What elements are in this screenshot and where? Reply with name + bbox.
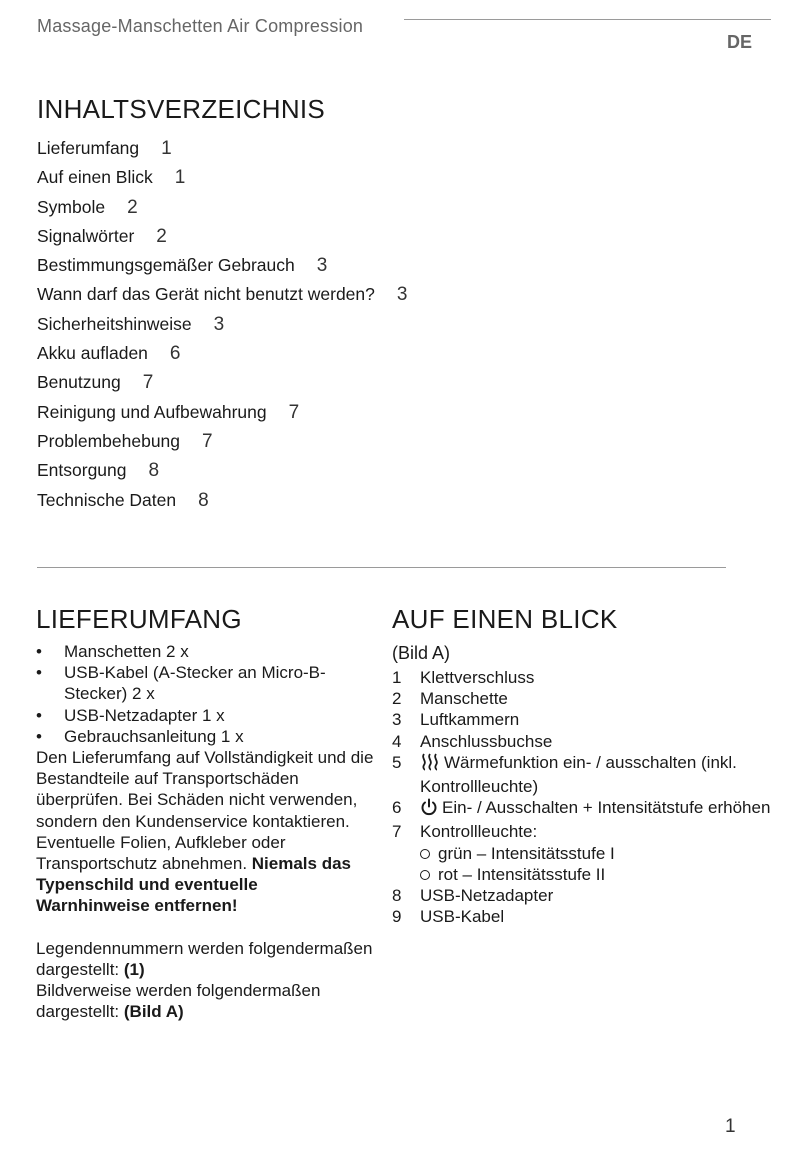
toc-entry[interactable]	[37, 400, 407, 429]
toc-entry-label: Benutzung	[37, 372, 121, 393]
auf-einen-blick-heading: AUF EINEN BLICK	[392, 604, 618, 634]
legend-item	[392, 731, 772, 752]
toc-entry[interactable]	[37, 341, 407, 370]
toc-entry-page: 1	[174, 167, 186, 189]
language-code: DE	[727, 32, 753, 52]
toc-entry-label: Signalwörter	[37, 225, 135, 246]
toc-entry[interactable]	[37, 253, 407, 282]
legend-number: 5	[392, 752, 402, 772]
list-item	[36, 705, 376, 726]
legend-text: Luftkammern	[420, 710, 520, 730]
legend-text: Manschette	[420, 689, 508, 709]
inspection-paragraph: Den Lieferumfang auf Vollständigkeit und die Bestandteile auf Transportschäden überprüfen. Bei Schäden nicht verwenden, sondern den Kundenservice kontaktieren.	[36, 748, 374, 831]
list-item	[36, 662, 376, 704]
legend-text: Anschlussbuchse	[420, 731, 553, 751]
bullet-icon: •	[36, 726, 42, 746]
legend-list	[392, 667, 772, 927]
legend-number: 9	[392, 907, 402, 927]
list-item-text: Manschetten 2 x	[64, 642, 189, 661]
legend-number: 4	[392, 731, 402, 751]
auf-einen-blick-section	[392, 603, 772, 927]
legend-item	[392, 797, 772, 821]
legend-number-text: Legendennummern werden folgendermaßen dargestellt:	[36, 938, 373, 979]
toc-entry-page: 8	[198, 489, 209, 511]
legend-text: USB-Netzadapter	[420, 886, 554, 906]
packaging-paragraph	[36, 832, 376, 917]
figure-reference-paragraph	[36, 980, 376, 1022]
toc-entry[interactable]	[37, 282, 407, 311]
legend-number: 2	[392, 689, 402, 709]
indicator-state	[420, 864, 772, 885]
toc-entry-page: 8	[148, 460, 160, 482]
toc-entry-label: Wann darf das Gerät nicht benutzt werden?	[37, 284, 375, 305]
toc-heading: INHALTSVERZEICHNIS	[37, 94, 326, 124]
legend-item	[392, 885, 772, 906]
legend-number: 8	[392, 886, 402, 906]
toc-entry[interactable]	[37, 224, 407, 253]
toc-entry-label: Bestimmungsgemäßer Gebrauch	[37, 255, 295, 276]
legend-text: Wärmefunktion ein- / ausschalten (inkl. Kontrollleuchte)	[420, 752, 737, 797]
indicator-state	[420, 843, 772, 864]
legend-item	[392, 752, 772, 797]
bullet-icon: •	[36, 705, 42, 725]
power-icon	[420, 798, 438, 821]
toc-entry-page: 6	[169, 343, 181, 365]
toc-entry-label: Entsorgung	[37, 460, 127, 481]
toc-entry-page: 7	[202, 430, 213, 452]
toc-entry-page: 2	[156, 225, 167, 247]
bullet-icon: •	[36, 663, 42, 683]
toc-entry[interactable]	[37, 370, 407, 399]
toc-entry-page: 3	[213, 313, 225, 335]
legend-number-paragraph	[36, 938, 376, 980]
toc-entry[interactable]	[37, 429, 407, 458]
lieferumfang-list	[36, 641, 376, 747]
warning-text: Niemals das Typenschild und eventuelle Warnhinweise entfernen!	[36, 854, 351, 916]
indicator-state-text: rot – Intensitätsstufe II	[438, 864, 606, 884]
legend-text: Kontrollleuchte:	[420, 822, 538, 842]
legend-item	[392, 906, 772, 927]
toc-entry-page: 7	[288, 401, 300, 423]
toc-entry-page: 3	[396, 284, 408, 306]
indicator-state-text: grün – Intensitätsstufe I	[438, 843, 615, 863]
list-item-text: USB-Netzadapter 1 x	[64, 705, 225, 725]
toc-entry[interactable]	[37, 458, 407, 487]
toc-entry-label: Symbole	[37, 196, 106, 217]
toc-entry-label: Auf einen Blick	[37, 167, 153, 188]
list-item	[36, 726, 376, 747]
legend-number: 6	[392, 798, 402, 818]
legend-number-example: (1)	[123, 959, 145, 979]
toc-entry-page: 3	[316, 255, 328, 277]
section-divider	[37, 567, 726, 568]
toc-entry[interactable]	[37, 488, 407, 517]
toc-entry[interactable]	[37, 136, 407, 165]
list-item	[36, 641, 376, 662]
page-number: 1	[725, 1116, 736, 1137]
toc-entry-label: Problembehebung	[37, 430, 181, 451]
legend-number: 1	[392, 668, 402, 687]
document-title: Massage-Manschetten Air Compression	[37, 16, 364, 36]
table-of-contents	[37, 136, 407, 517]
toc-entry-page: 7	[142, 372, 154, 394]
circle-icon	[420, 849, 430, 859]
legend-text: USB-Kabel	[420, 907, 505, 927]
legend-item	[392, 821, 772, 885]
legend-item	[392, 688, 772, 709]
legend-number: 7	[392, 822, 402, 842]
toc-entry-label: Akku aufladen	[37, 343, 148, 364]
toc-entry-label: Sicherheitshinweise	[37, 313, 192, 334]
toc-entry-label: Lieferumfang	[37, 138, 140, 158]
toc-entry[interactable]	[37, 195, 407, 224]
figure-reference-text: Bildverweise werden folgendermaßen dargestellt:	[36, 981, 321, 1022]
legend-text: Klettverschluss	[420, 668, 535, 687]
toc-entry[interactable]	[37, 165, 407, 194]
toc-entry-page: 2	[127, 196, 138, 218]
list-item-text: Gebrauchsanleitung 1 x	[64, 726, 244, 746]
legend-number: 3	[392, 710, 402, 730]
toc-entry-label: Reinigung und Aufbewahrung	[37, 401, 267, 422]
figure-reference-example: (Bild A)	[123, 1002, 184, 1022]
header-rule	[404, 19, 771, 20]
list-item-text: USB-Kabel (A-Stecker an Micro-B-Stecker) 2 x	[64, 663, 326, 704]
figure-reference: (Bild A)	[392, 643, 451, 663]
legend-text: Ein- / Ausschalten + Intensitätstufe erhöhen	[442, 798, 771, 818]
heat-icon	[420, 753, 440, 776]
lieferumfang-heading: LIEFERUMFANG	[36, 604, 242, 634]
circle-icon	[420, 870, 430, 880]
toc-entry[interactable]	[37, 312, 407, 341]
legend-item	[392, 667, 772, 688]
bullet-icon: •	[36, 642, 42, 661]
toc-entry-label: Technische Daten	[37, 489, 177, 510]
legend-item	[392, 709, 772, 730]
packaging-text: Eventuelle Folien, Aufkleber oder Transportschutz abnehmen.	[36, 832, 286, 874]
lieferumfang-section	[36, 603, 376, 1022]
toc-entry-page: 1	[161, 138, 172, 159]
